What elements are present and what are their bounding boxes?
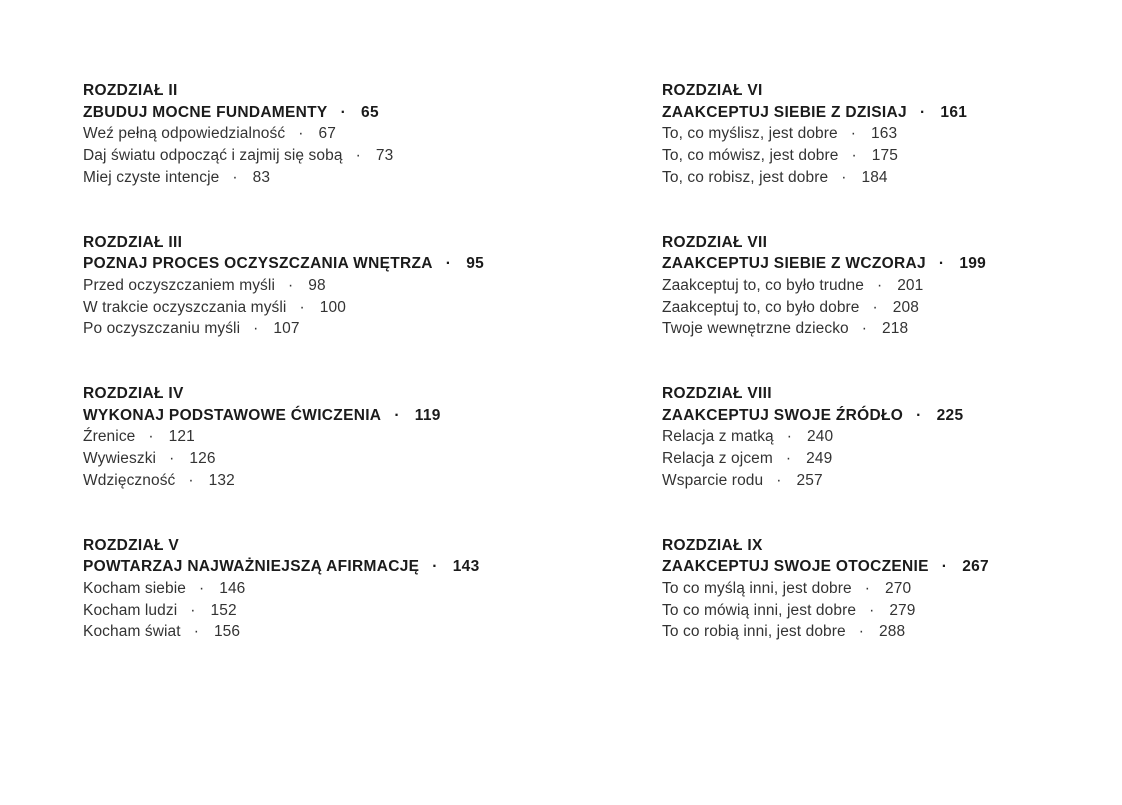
toc-item-page-number: 126	[189, 450, 216, 468]
chapter-title-line	[83, 405, 662, 427]
dot-separator: ·	[198, 579, 205, 597]
chapter-title: ZBUDUJ MOCNE FUNDAMENTY	[83, 103, 328, 121]
toc-item-label: Zaakceptuj to, co było trudne	[662, 276, 864, 294]
dot-separator: ·	[916, 406, 922, 424]
toc-item	[662, 275, 1102, 297]
toc-item-label: Weź pełną odpowiedzialność	[83, 125, 286, 143]
chapter-title-line	[662, 405, 1102, 427]
toc-item-label: W trakcie oczyszczania myśli	[83, 298, 287, 316]
chapter-label: ROZDZIAŁ IV	[83, 385, 184, 403]
chapter-title: ZAAKCEPTUJ SWOJE ŹRÓDŁO	[662, 406, 904, 424]
toc-item-page-number: 249	[806, 450, 833, 468]
toc-item	[83, 470, 662, 492]
dot-separator: ·	[872, 298, 878, 316]
toc-column-left	[83, 80, 662, 686]
chapter-title-line	[83, 556, 662, 578]
chapter-title-line	[83, 102, 662, 124]
chapter-label: ROZDZIAŁ IX	[662, 536, 763, 554]
dot-separator: ·	[869, 601, 875, 619]
chapter-title-line	[662, 102, 1102, 124]
chapter-label: ROZDZIAŁ III	[83, 233, 183, 251]
chapter-label: ROZDZIAŁ V	[83, 536, 179, 554]
toc-item	[662, 123, 1102, 145]
dot-separator: ·	[861, 320, 868, 338]
dot-separator: ·	[193, 623, 199, 641]
toc-item	[83, 123, 662, 145]
dot-separator: ·	[938, 255, 945, 273]
chapter-page-number: 95	[466, 255, 485, 273]
toc-item-page-number: 208	[892, 298, 919, 316]
toc-item	[662, 318, 1102, 340]
dot-separator: ·	[786, 428, 793, 446]
toc-item-label: Kocham ludzi	[83, 601, 178, 619]
dot-separator: ·	[864, 579, 871, 597]
toc-item-page-number: 175	[871, 147, 898, 165]
toc-item-page-number: 132	[208, 471, 235, 489]
toc-item	[662, 426, 1102, 448]
toc-item	[83, 448, 662, 470]
dot-separator: ·	[340, 103, 347, 121]
toc-item-page-number: 98	[308, 276, 326, 294]
toc-item-page-number: 184	[861, 168, 888, 186]
toc-item-label: Zaakceptuj to, co było dobre	[662, 298, 860, 316]
toc-item-label: Daj światu odpocząć i zajmij się sobą	[83, 147, 343, 165]
dot-separator: ·	[851, 147, 857, 165]
chapter-page-number: 143	[452, 558, 480, 576]
toc-item-page-number: 152	[210, 601, 237, 619]
toc-item-label: To co robią inni, jest dobre	[662, 623, 846, 641]
chapter-title: WYKONAJ PODSTAWOWE ĆWICZENIA	[83, 406, 382, 424]
dot-separator: ·	[841, 168, 847, 186]
toc-item	[83, 318, 662, 340]
chapter-page-number: 119	[414, 406, 441, 424]
chapter-title-line	[83, 253, 662, 275]
toc-item-page-number: 67	[318, 125, 336, 143]
toc-item-page-number: 107	[273, 320, 300, 338]
chapter-block	[662, 383, 1102, 492]
toc-item-page-number: 240	[807, 428, 834, 446]
toc-item-page-number: 279	[889, 601, 916, 619]
toc-item-page-number: 156	[213, 623, 241, 641]
dot-separator: ·	[394, 406, 400, 424]
dot-separator: ·	[188, 471, 194, 489]
toc-item-label: Relacja z matką	[662, 428, 774, 446]
dot-separator: ·	[919, 103, 926, 121]
chapter-label: ROZDZIAŁ VI	[662, 82, 763, 99]
toc-item	[662, 448, 1102, 470]
toc-item-page-number: 100	[319, 298, 346, 316]
chapter-block	[662, 535, 1102, 644]
toc-item	[83, 600, 662, 622]
chapter-title-line	[662, 556, 1102, 578]
dot-separator: ·	[941, 558, 948, 576]
toc-item	[662, 297, 1102, 319]
chapter-page-number: 267	[962, 558, 989, 576]
toc-item-label: Przed oczyszczaniem myśli	[83, 276, 275, 294]
toc-item-label: Wywieszki	[83, 450, 157, 468]
toc-item-page-number: 201	[897, 276, 924, 294]
dot-separator: ·	[190, 601, 196, 619]
toc-item-page-number: 73	[375, 147, 394, 165]
toc-item-page-number: 218	[882, 320, 909, 338]
toc-item	[83, 275, 662, 297]
chapter-label: ROZDZIAŁ VIII	[662, 385, 772, 403]
dot-separator: ·	[232, 168, 238, 186]
toc-item-page-number: 83	[252, 168, 271, 186]
chapter-title: POZNAJ PROCES OCZYSZCZANIA WNĘTRZA	[83, 255, 433, 273]
chapter-title-line	[662, 253, 1102, 275]
dot-separator: ·	[355, 147, 361, 165]
chapter-title: ZAAKCEPTUJ SWOJE OTOCZENIE	[662, 558, 929, 576]
dot-separator: ·	[785, 450, 792, 468]
chapter-page-number: 225	[936, 406, 964, 424]
toc-item-label: Miej czyste intencje	[83, 168, 220, 186]
chapter-title: ZAAKCEPTUJ SIEBIE Z WCZORAJ	[662, 255, 926, 273]
toc-item	[662, 600, 1102, 622]
toc-item-label: Kocham świat	[83, 623, 181, 641]
chapter-page-number: 65	[361, 103, 379, 121]
toc-item-page-number: 288	[879, 623, 906, 641]
dot-separator: ·	[288, 276, 294, 294]
dot-separator: ·	[858, 623, 865, 641]
chapter-page-number: 161	[940, 103, 968, 121]
toc-item-page-number: 270	[885, 579, 912, 597]
toc-columns	[83, 80, 1102, 686]
chapter-block	[83, 232, 662, 341]
toc-item-label: Twoje wewnętrzne dziecko	[662, 320, 849, 338]
toc-item-label: To, co myślisz, jest dobre	[662, 125, 838, 143]
dot-separator: ·	[298, 125, 304, 143]
chapter-block	[662, 80, 1102, 189]
dot-separator: ·	[445, 255, 452, 273]
chapter-title: POWTARZAJ NAJWAŻNIEJSZĄ AFIRMACJĘ	[83, 558, 420, 576]
dot-separator: ·	[776, 471, 782, 489]
toc-item-label: Kocham siebie	[83, 579, 186, 597]
dot-separator: ·	[148, 428, 154, 446]
chapter-block	[662, 232, 1102, 341]
toc-item	[83, 297, 662, 319]
toc-item	[83, 578, 662, 600]
toc-item-label: Źrenice	[83, 428, 136, 446]
toc-item-label: To, co robisz, jest dobre	[662, 168, 829, 186]
toc-column-right	[662, 80, 1102, 686]
toc-item	[662, 578, 1102, 600]
chapter-block	[83, 383, 662, 492]
toc-item	[83, 621, 662, 643]
toc-item	[662, 167, 1102, 189]
toc-item-label: To co myślą inni, jest dobre	[662, 579, 852, 597]
toc-item	[662, 470, 1102, 492]
toc-item-label: Po oczyszczaniu myśli	[83, 320, 241, 338]
toc-item	[662, 621, 1102, 643]
chapter-title: ZAAKCEPTUJ SIEBIE Z DZISIAJ	[662, 103, 907, 121]
toc-item	[662, 145, 1102, 167]
toc-item-page-number: 257	[796, 471, 823, 489]
chapter-block	[83, 80, 662, 189]
toc-item-label: Relacja z ojcem	[662, 450, 773, 468]
toc-item-page-number: 146	[219, 579, 246, 597]
dot-separator: ·	[253, 320, 259, 338]
dot-separator: ·	[432, 558, 438, 576]
toc-item	[83, 145, 662, 167]
dot-separator: ·	[299, 298, 305, 316]
toc-item-label: To co mówią inni, jest dobre	[662, 601, 857, 619]
chapter-label: ROZDZIAŁ II	[83, 82, 178, 99]
toc-item-page-number: 163	[871, 125, 898, 143]
chapter-block	[83, 535, 662, 644]
toc-item	[83, 167, 662, 189]
dot-separator: ·	[850, 125, 857, 143]
toc-item	[83, 426, 662, 448]
dot-separator: ·	[169, 450, 175, 468]
dot-separator: ·	[876, 276, 883, 294]
toc-item-label: To, co mówisz, jest dobre	[662, 147, 839, 165]
toc-item-label: Wsparcie rodu	[662, 471, 764, 489]
chapter-page-number: 199	[959, 255, 987, 273]
toc-item-page-number: 121	[168, 428, 195, 446]
chapter-label: ROZDZIAŁ VII	[662, 233, 768, 251]
toc-item-label: Wdzięczność	[83, 471, 176, 489]
